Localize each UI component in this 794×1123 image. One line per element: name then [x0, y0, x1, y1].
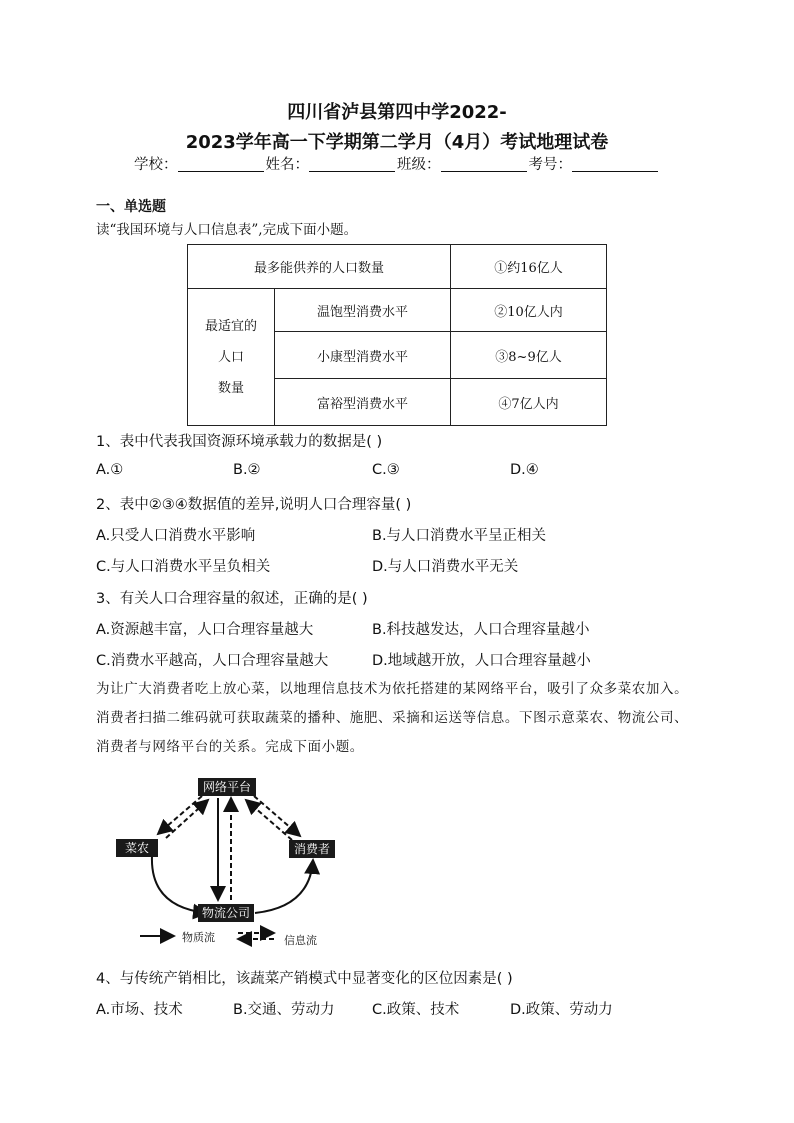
question-4-option-a[interactable]: A.市场、技术: [96, 1002, 183, 1018]
farmer-node: [116, 839, 158, 857]
class-label: 班级：: [397, 157, 441, 173]
platform-label: 网络平台: [202, 780, 252, 794]
farmer-label: 菜农: [124, 841, 150, 855]
logistics-label: 物流公司: [201, 906, 251, 920]
table-row: [188, 245, 607, 289]
table-cell-consumption-label: 温饱型消费水平: [275, 289, 451, 332]
consumer-node: [289, 840, 335, 858]
table-cell-consumption-value: ③8~9亿人: [451, 332, 607, 379]
question-1-option-a[interactable]: A.①: [96, 462, 124, 478]
info-flow-consumer-platform: [246, 800, 292, 840]
table-cell-consumption-value: ②10亿人内: [451, 289, 607, 332]
table-intro: 读“我国环境与人口信息表”,完成下面小题。: [96, 222, 358, 238]
question-2-option-a[interactable]: A.只受人口消费水平影响: [96, 528, 256, 544]
group-label-line1: 最适宜的: [204, 318, 257, 334]
exam-title-line1: 四川省泸县第四中学2022-: [287, 102, 507, 123]
table-row: [188, 289, 607, 332]
question-3-option-d[interactable]: D.地域越开放，人口合理容量越小: [372, 653, 591, 669]
supply-chain-diagram: [110, 772, 350, 952]
population-info-table: [187, 244, 607, 426]
question-1-option-c[interactable]: C.③: [372, 462, 400, 478]
question-1-stem: 1、表中代表我国资源环境承载力的数据是( ): [96, 434, 383, 450]
material-flow-logistics-consumer: [255, 860, 313, 913]
table-cell-consumption-label: 富裕型消费水平: [275, 379, 451, 426]
info-flow-farmer-platform: [166, 800, 208, 838]
diagram-intro-paragraph: 为让广大消费者吃上放心菜，以地理信息技术为依托搭建的某网络平台，吸引了众多菜农加入。消费者扫描二维码就可获取蔬菜的播种、施肥、采摘和运送等信息。下图示意菜农、物流公司、消费者与网络平台的关系。完成下面小题。: [96, 681, 689, 755]
table-cell-max-population-label: 最多能供养的人口数量: [188, 245, 451, 289]
question-4-option-b[interactable]: B.交通、劳动力: [233, 1002, 335, 1018]
school-label: 学校：: [134, 157, 178, 173]
platform-node: [198, 778, 256, 796]
question-2-option-d[interactable]: D.与人口消费水平无关: [372, 559, 519, 575]
info-flow-platform-farmer: [158, 796, 202, 834]
table-cell-consumption-label: 小康型消费水平: [275, 332, 451, 379]
question-2-option-b[interactable]: B.与人口消费水平呈正相关: [372, 528, 547, 544]
class-blank[interactable]: [441, 157, 527, 172]
group-label-line2: 人口: [217, 349, 244, 365]
question-4-option-c[interactable]: C.政策、技术: [372, 1002, 460, 1018]
question-1-option-b[interactable]: B.②: [233, 462, 261, 478]
group-label-line3: 数量: [217, 380, 244, 396]
school-blank[interactable]: [178, 157, 264, 172]
name-label: 姓名：: [265, 157, 309, 173]
logistics-node: [198, 904, 254, 922]
table-cell-optimal-population-label: [188, 289, 275, 426]
question-4-option-d[interactable]: D.政策、劳动力: [510, 1002, 613, 1018]
question-2-option-c[interactable]: C.与人口消费水平呈负相关: [96, 559, 271, 575]
consumer-label: 消费者: [293, 842, 331, 856]
question-4-stem: 4、与传统产销相比，该蔬菜产销模式中显著变化的区位因素是( ): [96, 971, 513, 987]
section-heading: 一、单选题: [96, 199, 166, 215]
question-1-option-d[interactable]: D.④: [510, 462, 539, 478]
question-3-stem: 3、有关人口合理容量的叙述，正确的是( ): [96, 591, 368, 607]
table-cell-consumption-value: ④7亿人内: [451, 379, 607, 426]
legend-info-label: 信息流: [284, 934, 317, 947]
number-label: 考号：: [528, 157, 572, 173]
question-2-stem: 2、表中②③④数据值的差异,说明人口合理容量( ): [96, 497, 412, 513]
exam-title-line2: 2023学年高一下学期第二学月（4月）考试地理试卷: [185, 132, 609, 153]
question-3-option-c[interactable]: C.消费水平越高，人口合理容量越大: [96, 653, 329, 669]
question-3-option-a[interactable]: A.资源越丰富，人口合理容量越大: [96, 622, 314, 638]
number-blank[interactable]: [572, 157, 658, 172]
legend-material-label: 物质流: [182, 931, 215, 944]
name-blank[interactable]: [309, 157, 395, 172]
info-flow-platform-consumer: [254, 796, 300, 836]
table-cell-max-population-value: ①约16亿人: [451, 245, 607, 289]
student-info-fields: [0, 153, 794, 174]
question-3-option-b[interactable]: B.科技越发达，人口合理容量越小: [372, 622, 590, 638]
